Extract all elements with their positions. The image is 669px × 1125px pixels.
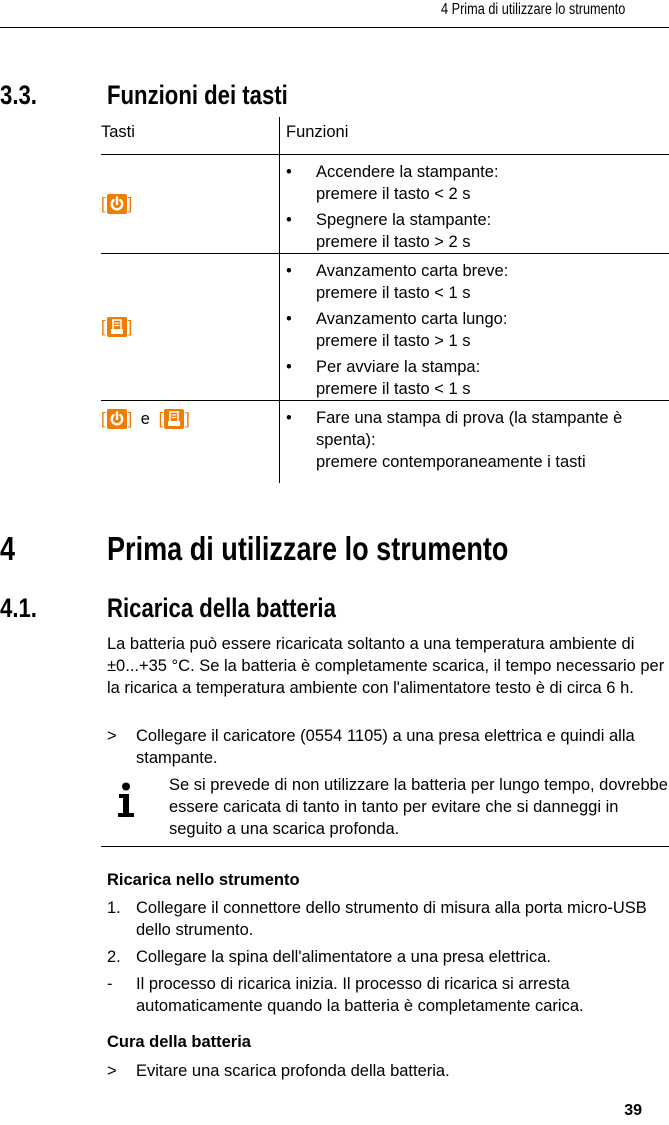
page-number: 39 [624, 1102, 642, 1119]
paper-feed-icon [107, 317, 127, 337]
list-item: • Spegnere la stampante: premere il tasto > 2 s [286, 209, 669, 253]
step-text: Collegare il caricatore (0554 1105) a una presa elettrica e quindi alla stampante. [136, 727, 635, 767]
paper-feed-key: [ ] [101, 317, 133, 336]
functions-cell [280, 254, 669, 401]
header-rule [0, 27, 669, 28]
step-marker: > [107, 727, 117, 745]
table-row [101, 254, 669, 401]
table-row [101, 155, 669, 254]
table-row [101, 401, 669, 484]
note-text: Se si prevede di non utilizzare la batteria per lungo tempo, dovrebbe essere caricata di tanto in tanto per evitare che si danneggi in seguito a una scarica profonda. [169, 776, 668, 838]
key-connector: e [140, 409, 150, 428]
power-key: [ ] [101, 194, 133, 213]
list-item: • Avanzamento carta breve: premere il tasto < 1 s [286, 260, 669, 304]
list-item: • Accendere la stampante: premere il tasto < 2 s [286, 161, 669, 205]
table-header-keys: Tasti [101, 117, 280, 155]
intro-paragraph: La batteria può essere ricaricata soltanto a una temperatura ambiente di ±0...+35 °C. Se la batteria è completamente scarica, il tempo necessario per la ricarica a temperatura ambiente con l'alimentatore testo è di circa 6 h. [107, 635, 665, 697]
info-note [101, 768, 669, 847]
chapter-title: Prima di utilizzare lo strumento [107, 530, 509, 567]
section-title: Funzioni dei tasti [107, 80, 288, 110]
key-cell [101, 401, 280, 484]
section-number: 4.1. [0, 593, 37, 623]
section-title: Ricarica della batteria [107, 593, 336, 623]
action-step: > Evitare una scarica profonda della batteria. [107, 1062, 450, 1080]
section-number: 3.3. [0, 80, 37, 110]
running-header: 4 Prima di utilizzare lo strumento [441, 1, 626, 18]
list-item: • Fare una stampa di prova (la stampante è spenta): premere contemporaneamente i tasti [286, 407, 669, 473]
list-item: • Per avviare la stampa: premere il tasto < 1 s [286, 356, 669, 400]
table-header-functions: Funzioni [280, 117, 669, 155]
key-functions-table [101, 117, 669, 483]
paper-feed-key: [ ] [158, 409, 190, 428]
chapter-number: 4 [0, 530, 16, 567]
power-icon [107, 409, 127, 429]
functions-cell [280, 155, 669, 254]
paper-feed-icon [164, 409, 184, 429]
info-icon [115, 782, 137, 818]
power-key: [ ] [101, 409, 133, 428]
power-icon [107, 194, 127, 214]
list-item: 1. Collegare il connettore dello strumento di misura alla porta micro-USB dello strumento. [107, 899, 647, 939]
action-step [107, 725, 667, 769]
list-item: • Avanzamento carta lungo: premere il tasto > 1 s [286, 308, 669, 352]
key-cell [101, 155, 280, 254]
list-item: 2. Collegare la spina dell'alimentatore a una presa elettrica. [107, 948, 551, 966]
subheading-care: Cura della batteria [107, 1033, 251, 1051]
subheading-charging: Ricarica nello strumento [107, 871, 300, 889]
list-item: - Il processo di ricarica inizia. Il processo di ricarica si arresta automaticamente quando la batteria è completamente carica. [107, 975, 584, 1015]
key-cell [101, 254, 280, 401]
functions-cell [280, 401, 669, 484]
